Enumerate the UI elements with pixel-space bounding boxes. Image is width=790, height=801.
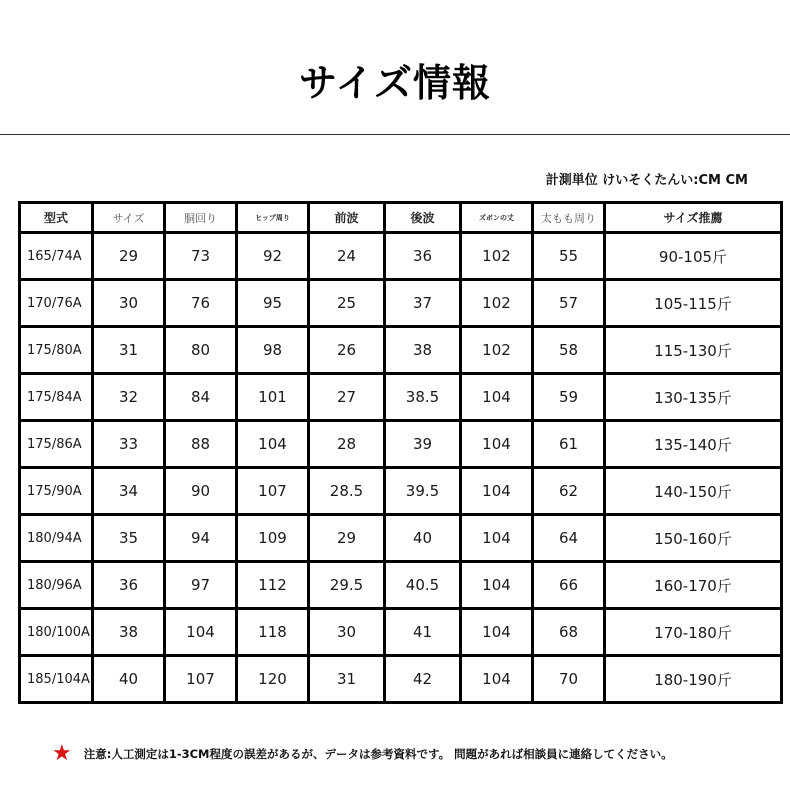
cell-waist: 76: [165, 280, 237, 327]
cell-size: 38: [93, 609, 165, 656]
header-thigh: 太もも周り: [533, 203, 605, 233]
cell-hip: 112: [237, 562, 309, 609]
table-row: [20, 280, 782, 327]
header-size: サイズ: [93, 203, 165, 233]
cell-front-rise: 29: [309, 515, 385, 562]
cell-waist: 94: [165, 515, 237, 562]
cell-front-rise: 31: [309, 656, 385, 703]
cell-back-rise: 37: [385, 280, 461, 327]
header-back-rise: 後波: [385, 203, 461, 233]
cell-waist: 90: [165, 468, 237, 515]
cell-recommended: 150-160斤: [605, 515, 782, 562]
cell-size: 31: [93, 327, 165, 374]
cell-waist: 80: [165, 327, 237, 374]
cell-hip: 107: [237, 468, 309, 515]
cell-recommended: 105-115斤: [605, 280, 782, 327]
header-pants-length: ズボンの丈: [461, 203, 533, 233]
cell-back-rise: 39: [385, 421, 461, 468]
cell-front-rise: 25: [309, 280, 385, 327]
cell-pants-length: 104: [461, 562, 533, 609]
cell-recommended: 140-150斤: [605, 468, 782, 515]
table-row: [20, 233, 782, 280]
cell-model: 180/94A: [20, 515, 93, 562]
cell-hip: 104: [237, 421, 309, 468]
cell-size: 33: [93, 421, 165, 468]
footer-note-text: 注意:人工測定は1-3CM程度の誤差があるが、データは参考資料です。 問題があれば相談員に連絡してください。: [83, 747, 673, 761]
cell-pants-length: 104: [461, 421, 533, 468]
cell-front-rise: 28.5: [309, 468, 385, 515]
table-row: [20, 562, 782, 609]
table-row: [20, 468, 782, 515]
cell-back-rise: 39.5: [385, 468, 461, 515]
page-title: サイズ情報: [299, 61, 491, 105]
cell-hip: 92: [237, 233, 309, 280]
cell-waist: 104: [165, 609, 237, 656]
cell-model: 185/104A: [20, 656, 93, 703]
cell-thigh: 57: [533, 280, 605, 327]
header-waist: 胴回り: [165, 203, 237, 233]
cell-pants-length: 104: [461, 374, 533, 421]
cell-pants-length: 102: [461, 280, 533, 327]
cell-hip: 118: [237, 609, 309, 656]
cell-back-rise: 41: [385, 609, 461, 656]
cell-thigh: 61: [533, 421, 605, 468]
cell-front-rise: 24: [309, 233, 385, 280]
cell-thigh: 59: [533, 374, 605, 421]
cell-model: 170/76A: [20, 280, 93, 327]
cell-pants-length: 102: [461, 327, 533, 374]
cell-thigh: 62: [533, 468, 605, 515]
cell-pants-length: 104: [461, 609, 533, 656]
cell-front-rise: 28: [309, 421, 385, 468]
cell-recommended: 115-130斤: [605, 327, 782, 374]
cell-recommended: 135-140斤: [605, 421, 782, 468]
cell-recommended: 90-105斤: [605, 233, 782, 280]
cell-size: 29: [93, 233, 165, 280]
cell-recommended: 160-170斤: [605, 562, 782, 609]
cell-front-rise: 27: [309, 374, 385, 421]
cell-size: 34: [93, 468, 165, 515]
cell-size: 40: [93, 656, 165, 703]
cell-hip: 98: [237, 327, 309, 374]
table-row: [20, 656, 782, 703]
cell-recommended: 170-180斤: [605, 609, 782, 656]
cell-recommended: 130-135斤: [605, 374, 782, 421]
header-hip: ヒップ周り: [237, 203, 309, 233]
cell-waist: 97: [165, 562, 237, 609]
cell-model: 180/100A: [20, 609, 93, 656]
table-row: [20, 609, 782, 656]
header-row: [20, 203, 782, 233]
cell-model: 180/96A: [20, 562, 93, 609]
cell-hip: 95: [237, 280, 309, 327]
table-row: [20, 421, 782, 468]
cell-pants-length: 102: [461, 233, 533, 280]
cell-thigh: 68: [533, 609, 605, 656]
cell-model: 165/74A: [20, 233, 93, 280]
cell-recommended: 180-190斤: [605, 656, 782, 703]
cell-model: 175/86A: [20, 421, 93, 468]
cell-size: 32: [93, 374, 165, 421]
cell-size: 30: [93, 280, 165, 327]
cell-back-rise: 40: [385, 515, 461, 562]
cell-front-rise: 26: [309, 327, 385, 374]
header-model: 型式: [20, 203, 93, 233]
unit-note: 計測単位 けいそくたんい:CM CM: [545, 173, 748, 188]
table-row: [20, 515, 782, 562]
table-row: [20, 374, 782, 421]
cell-pants-length: 104: [461, 656, 533, 703]
size-table: [18, 201, 783, 704]
cell-thigh: 58: [533, 327, 605, 374]
cell-back-rise: 38: [385, 327, 461, 374]
cell-pants-length: 104: [461, 515, 533, 562]
header-front-rise: 前波: [309, 203, 385, 233]
table-body: [20, 233, 782, 703]
cell-thigh: 55: [533, 233, 605, 280]
cell-thigh: 66: [533, 562, 605, 609]
cell-size: 36: [93, 562, 165, 609]
cell-thigh: 64: [533, 515, 605, 562]
cell-waist: 107: [165, 656, 237, 703]
cell-thigh: 70: [533, 656, 605, 703]
star-icon: ★: [52, 741, 72, 766]
cell-model: 175/84A: [20, 374, 93, 421]
footer-note: [52, 741, 673, 766]
cell-hip: 109: [237, 515, 309, 562]
cell-back-rise: 38.5: [385, 374, 461, 421]
header-recommended: サイズ推薦: [605, 203, 782, 233]
table-row: [20, 327, 782, 374]
cell-hip: 120: [237, 656, 309, 703]
cell-waist: 73: [165, 233, 237, 280]
cell-waist: 88: [165, 421, 237, 468]
title-divider: [0, 134, 790, 135]
cell-back-rise: 40.5: [385, 562, 461, 609]
cell-pants-length: 104: [461, 468, 533, 515]
cell-model: 175/80A: [20, 327, 93, 374]
cell-front-rise: 29.5: [309, 562, 385, 609]
cell-model: 175/90A: [20, 468, 93, 515]
cell-size: 35: [93, 515, 165, 562]
cell-back-rise: 42: [385, 656, 461, 703]
cell-back-rise: 36: [385, 233, 461, 280]
cell-hip: 101: [237, 374, 309, 421]
cell-front-rise: 30: [309, 609, 385, 656]
cell-waist: 84: [165, 374, 237, 421]
